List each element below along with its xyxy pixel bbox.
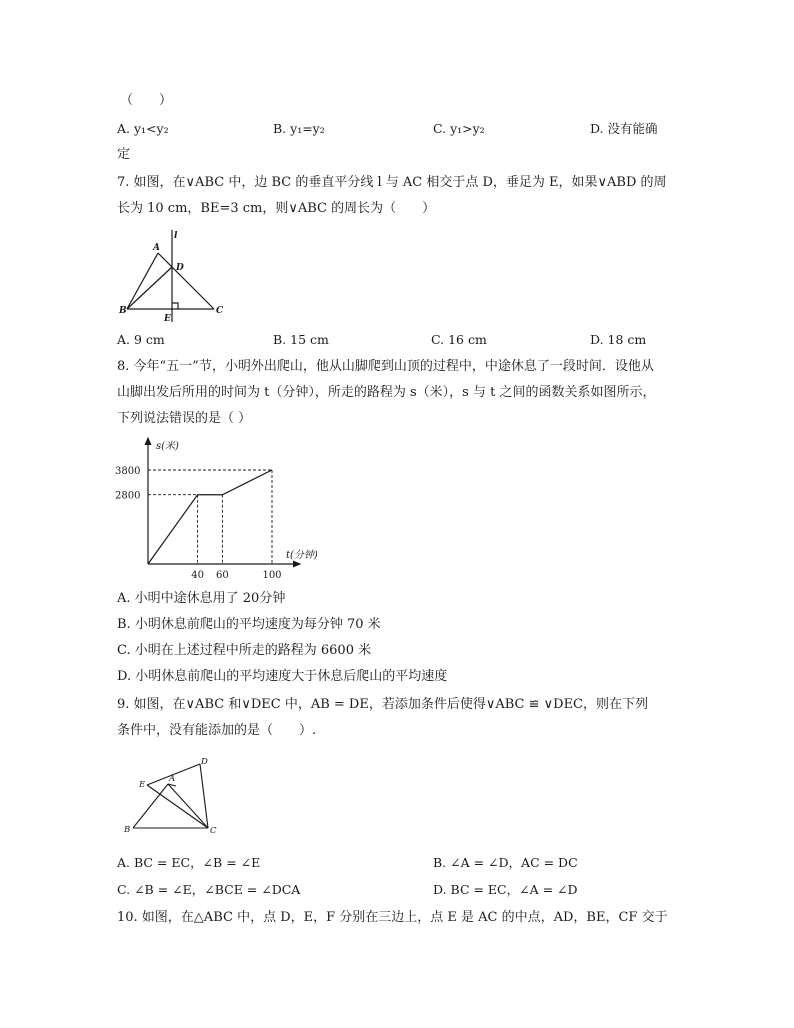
x-tick-label-60: 60 [216, 570, 229, 581]
q7-option-a: A. 9 cm [117, 332, 165, 347]
q9-line2: 条件中，没有能添加的是（ ）. [117, 723, 317, 738]
q9-label-c: C [210, 826, 217, 836]
q7-label-c: C [216, 306, 224, 316]
q7-option-c: C. 16 cm [431, 332, 487, 347]
q8-option-d: D. 小明休息前爬山的平均速度大于休息后爬山的平均速度 [117, 669, 448, 684]
q6-option-d-wrap: 定 [117, 147, 131, 162]
q7-line1: 7. 如图，在∨ABC 中，边 BC 的垂直平分线 l 与 AC 相交于点 D，垂足为 E，如果∨ABD 的周 [117, 175, 667, 190]
x-tick-label-100: 100 [262, 570, 282, 581]
q8-option-c: C. 小明在上述过程中所走的路程为 6600 米 [117, 643, 372, 658]
q7-option-b: B. 15 cm [273, 332, 329, 347]
q6-option-c: C. y₁>y₂ [433, 121, 485, 136]
q8-distance-time-chart [110, 432, 340, 584]
q9-line1: 9. 如图，在∨ABC 和∨DEC 中，AB = DE，若添加条件后使得∨ABC ≌ ∨DEC，则在下列 [117, 697, 649, 712]
q8-line2: 山脚出发后所用的时间为 t（分钟），所走的路程为 s（米），s 与 t 之间的函数关系如图所示， [117, 385, 656, 400]
x-tick-label-40: 40 [191, 570, 204, 581]
q7-line2: 长为 10 cm，BE=3 cm，则∨ABC 的周长为（ ） [117, 201, 436, 216]
y-axis-label: s(米) [156, 441, 179, 452]
q9-triangles-figure [115, 752, 225, 840]
q9-label-d: D [201, 757, 208, 767]
q8-option-b: B. 小明休息前爬山的平均速度为每分钟 70 米 [117, 617, 381, 632]
q9-option-d: D. BC = EC，∠A = ∠D [433, 882, 578, 897]
q7-option-d: D. 18 cm [590, 332, 647, 347]
q6-option-d: D. 没有能确 [590, 121, 658, 136]
q9-label-b: B [124, 825, 131, 835]
q7-label-e: E [164, 314, 171, 324]
q7-triangle-figure [115, 225, 235, 325]
q9-label-a: A [169, 774, 176, 784]
q9-label-e: E [139, 780, 146, 790]
y-tick-label-3800: 3800 [115, 466, 141, 477]
y-tick-label-2800: 2800 [115, 490, 141, 502]
q6-option-b: B. y₁=y₂ [273, 121, 325, 136]
q6-option-a: A. y₁<y₂ [117, 121, 169, 136]
x-axis-label: t(分钟) [286, 550, 318, 561]
q8-option-a: A. 小明中途休息用了 20分钟 [117, 591, 286, 606]
q10-line1: 10. 如图，在△ABC 中，点 D，E，F 分别在三边上，点 E 是 AC 的中点，AD，BE，CF 交于 [117, 910, 668, 925]
q7-label-d: D [176, 263, 184, 273]
q9-option-c: C. ∠B = ∠E，∠BCE = ∠DCA [117, 882, 301, 897]
q6-blank: （ ） [120, 93, 173, 108]
series-line [148, 470, 272, 564]
q8-line1: 8. 今年“五一”节，小明外出爬山，他从山脚爬到山顶的过程中，中途休息了一段时间．设他从 [117, 359, 654, 374]
q7-label-l: l [174, 231, 178, 241]
q7-label-a: A [153, 243, 160, 253]
q9-option-a: A. BC = EC，∠B = ∠E [117, 855, 261, 870]
q8-line3: 下列说法错误的是（ ） [117, 411, 252, 426]
q9-option-b: B. ∠A = ∠D，AC = DC [433, 855, 578, 870]
q7-label-b: B [119, 306, 127, 316]
